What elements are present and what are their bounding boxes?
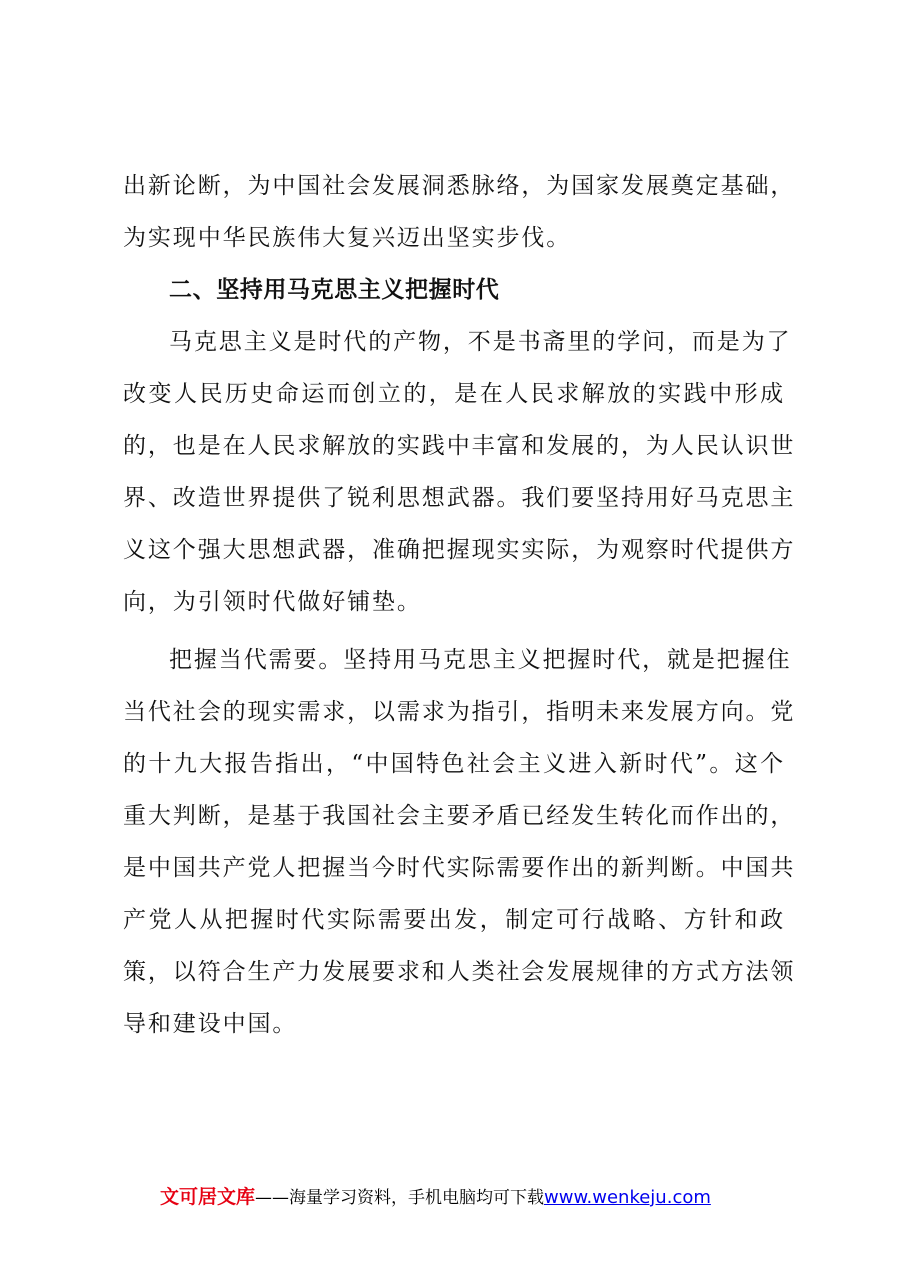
paragraph-line: 义这个强大思想武器，准确把握现实实际，为观察时代提供方 xyxy=(123,537,796,563)
page-footer xyxy=(160,1183,711,1211)
paragraph-line: 改变人民历史命运而创立的，是在人民求解放的实践中形成 xyxy=(123,381,785,407)
paragraph-line: 产党人从把握时代实际需要出发，制定可行战略、方针和政 xyxy=(123,907,785,933)
paragraph-line: 是中国共产党人把握当今时代实际需要作出的新判断。中国共 xyxy=(123,855,796,881)
paragraph-line: 的十九大报告指出，“中国特色社会主义进入新时代”。这个 xyxy=(123,751,785,777)
paragraph-line: 界、改造世界提供了锐利思想武器。我们要坚持用好马克思主 xyxy=(123,485,796,511)
section-heading: 二、坚持用马克思主义把握时代 xyxy=(169,277,500,303)
paragraph-line: 把握当代需要。坚持用马克思主义把握时代，就是把握住 xyxy=(169,647,792,673)
paragraph-line: 策，以符合生产力发展要求和人类社会发展规律的方式方法领 xyxy=(123,959,796,985)
footer-brand: 文可居文库 xyxy=(160,1186,256,1208)
paragraph-line: 重大判断，是基于我国社会主要矛盾已经发生转化而作出的， xyxy=(123,803,796,829)
paragraph-line: 为实现中华民族伟大复兴迈出坚实步伐。 xyxy=(123,225,572,251)
footer-website-link[interactable]: www.wenkeju.com xyxy=(544,1187,711,1208)
paragraph-line: 的，也是在人民求解放的实践中丰富和发展的，为人民认识世 xyxy=(123,433,796,459)
paragraph-line: 向，为引领时代做好铺垫。 xyxy=(123,589,422,615)
paragraph-line: 导和建设中国。 xyxy=(123,1011,298,1037)
paragraph-line: 出新论断，为中国社会发展洞悉脉络，为国家发展奠定基础， xyxy=(123,173,796,199)
footer-tagline: ——海量学习资料，手机电脑均可下载 xyxy=(255,1188,545,1208)
paragraph-line: 当代社会的现实需求，以需求为指引，指明未来发展方向。党 xyxy=(123,699,796,725)
paragraph-line: 马克思主义是时代的产物，不是书斋里的学问，而是为了 xyxy=(169,329,792,355)
document-body xyxy=(123,160,796,1050)
